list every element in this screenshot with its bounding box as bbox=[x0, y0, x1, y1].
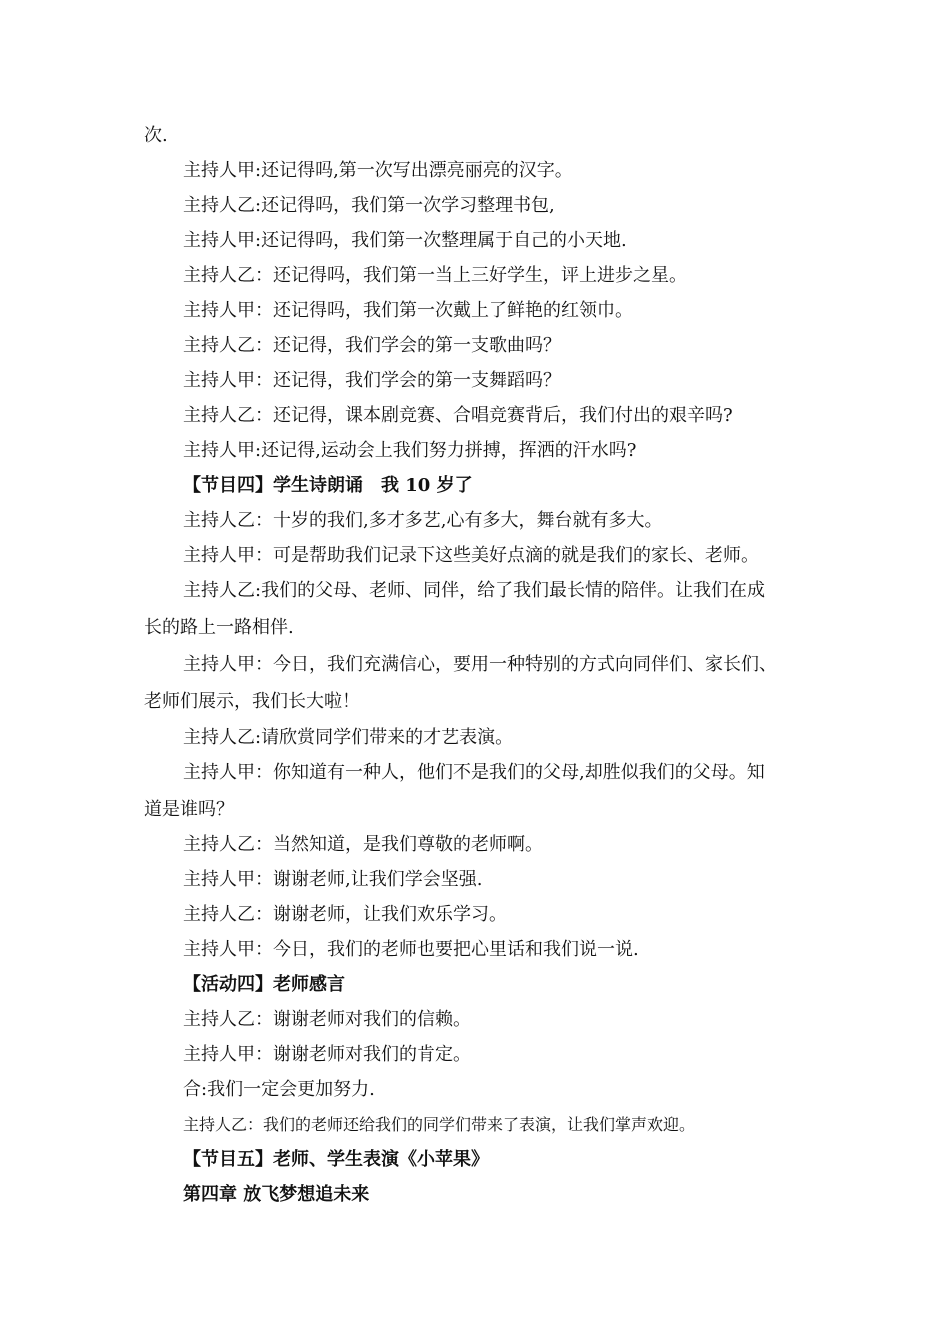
dialogue-line: 主持人乙：还记得，课本剧竞赛、合唱竞赛背后，我们付出的艰辛吗? bbox=[183, 405, 733, 426]
dialogue-line: 主持人甲：今日，我们的老师也要把心里话和我们说一说. bbox=[183, 939, 639, 960]
dialogue-line: 主持人甲：今日，我们充满信心，要用一种特别的方式向同伴们、家长们、 bbox=[183, 654, 777, 675]
dialogue-line: 主持人甲：谢谢老师对我们的肯定。 bbox=[183, 1044, 471, 1065]
dialogue-line: 主持人甲:还记得吗,第一次写出漂亮丽亮的汉字。 bbox=[183, 160, 573, 181]
dialogue-line: 主持人甲：还记得，我们学会的第一支舞蹈吗？ bbox=[183, 370, 561, 391]
dialogue-line: 主持人乙：我们的老师还给我们的同学们带来了表演，让我们掌声欢迎。 bbox=[183, 1115, 696, 1134]
dialogue-line: 主持人甲：你知道有一种人，他们不是我们的父母,却胜似我们的父母。知 bbox=[183, 762, 765, 783]
section-heading: 【节目五】老师、学生表演《小苹果》 bbox=[183, 1149, 489, 1170]
text-line-continuation: 道是谁吗？ bbox=[144, 799, 234, 820]
dialogue-line: 主持人甲：还记得吗，我们第一次戴上了鲜艳的红领巾。 bbox=[183, 300, 633, 321]
dialogue-line: 主持人甲:还记得吗，我们第一次整理属于自己的小天地. bbox=[183, 230, 627, 251]
dialogue-line: 主持人乙：还记得，我们学会的第一支歌曲吗？ bbox=[183, 335, 561, 356]
dialogue-line: 主持人乙：十岁的我们,多才多艺,心有多大，舞台就有多大。 bbox=[183, 510, 663, 531]
text-line: 次. bbox=[144, 125, 168, 146]
text-line-continuation: 长的路上一路相伴. bbox=[144, 617, 294, 638]
text-line-continuation: 老师们展示，我们长大啦！ bbox=[144, 691, 360, 712]
dialogue-line: 主持人乙：谢谢老师，让我们欢乐学习。 bbox=[183, 904, 507, 925]
dialogue-line: 合:我们一定会更加努力. bbox=[183, 1079, 375, 1100]
dialogue-line: 主持人甲：可是帮助我们记录下这些美好点滴的就是我们的家长、老师。 bbox=[183, 545, 759, 566]
dialogue-line: 主持人乙:请欣赏同学们带来的才艺表演。 bbox=[183, 727, 514, 748]
section-heading: 【活动四】老师感言 bbox=[183, 974, 345, 995]
dialogue-line: 主持人乙：当然知道，是我们尊敬的老师啊。 bbox=[183, 834, 543, 855]
dialogue-line: 主持人乙：还记得吗，我们第一当上三好学生，评上进步之星。 bbox=[183, 265, 687, 286]
dialogue-line: 主持人乙:还记得吗，我们第一次学习整理书包, bbox=[183, 195, 555, 216]
dialogue-line: 主持人甲:还记得,运动会上我们努力拼搏，挥洒的汗水吗? bbox=[183, 440, 637, 461]
dialogue-line: 主持人甲：谢谢老师,让我们学会坚强. bbox=[183, 869, 483, 890]
section-heading: 【节目四】学生诗朗诵 我 10 岁了 bbox=[183, 475, 473, 496]
chapter-heading: 第四章 放飞梦想追未来 bbox=[183, 1184, 370, 1205]
dialogue-line: 主持人乙:我们的父母、老师、同伴，给了我们最长情的陪伴。让我们在成 bbox=[183, 580, 766, 601]
dialogue-line: 主持人乙：谢谢老师对我们的信赖。 bbox=[183, 1009, 471, 1030]
